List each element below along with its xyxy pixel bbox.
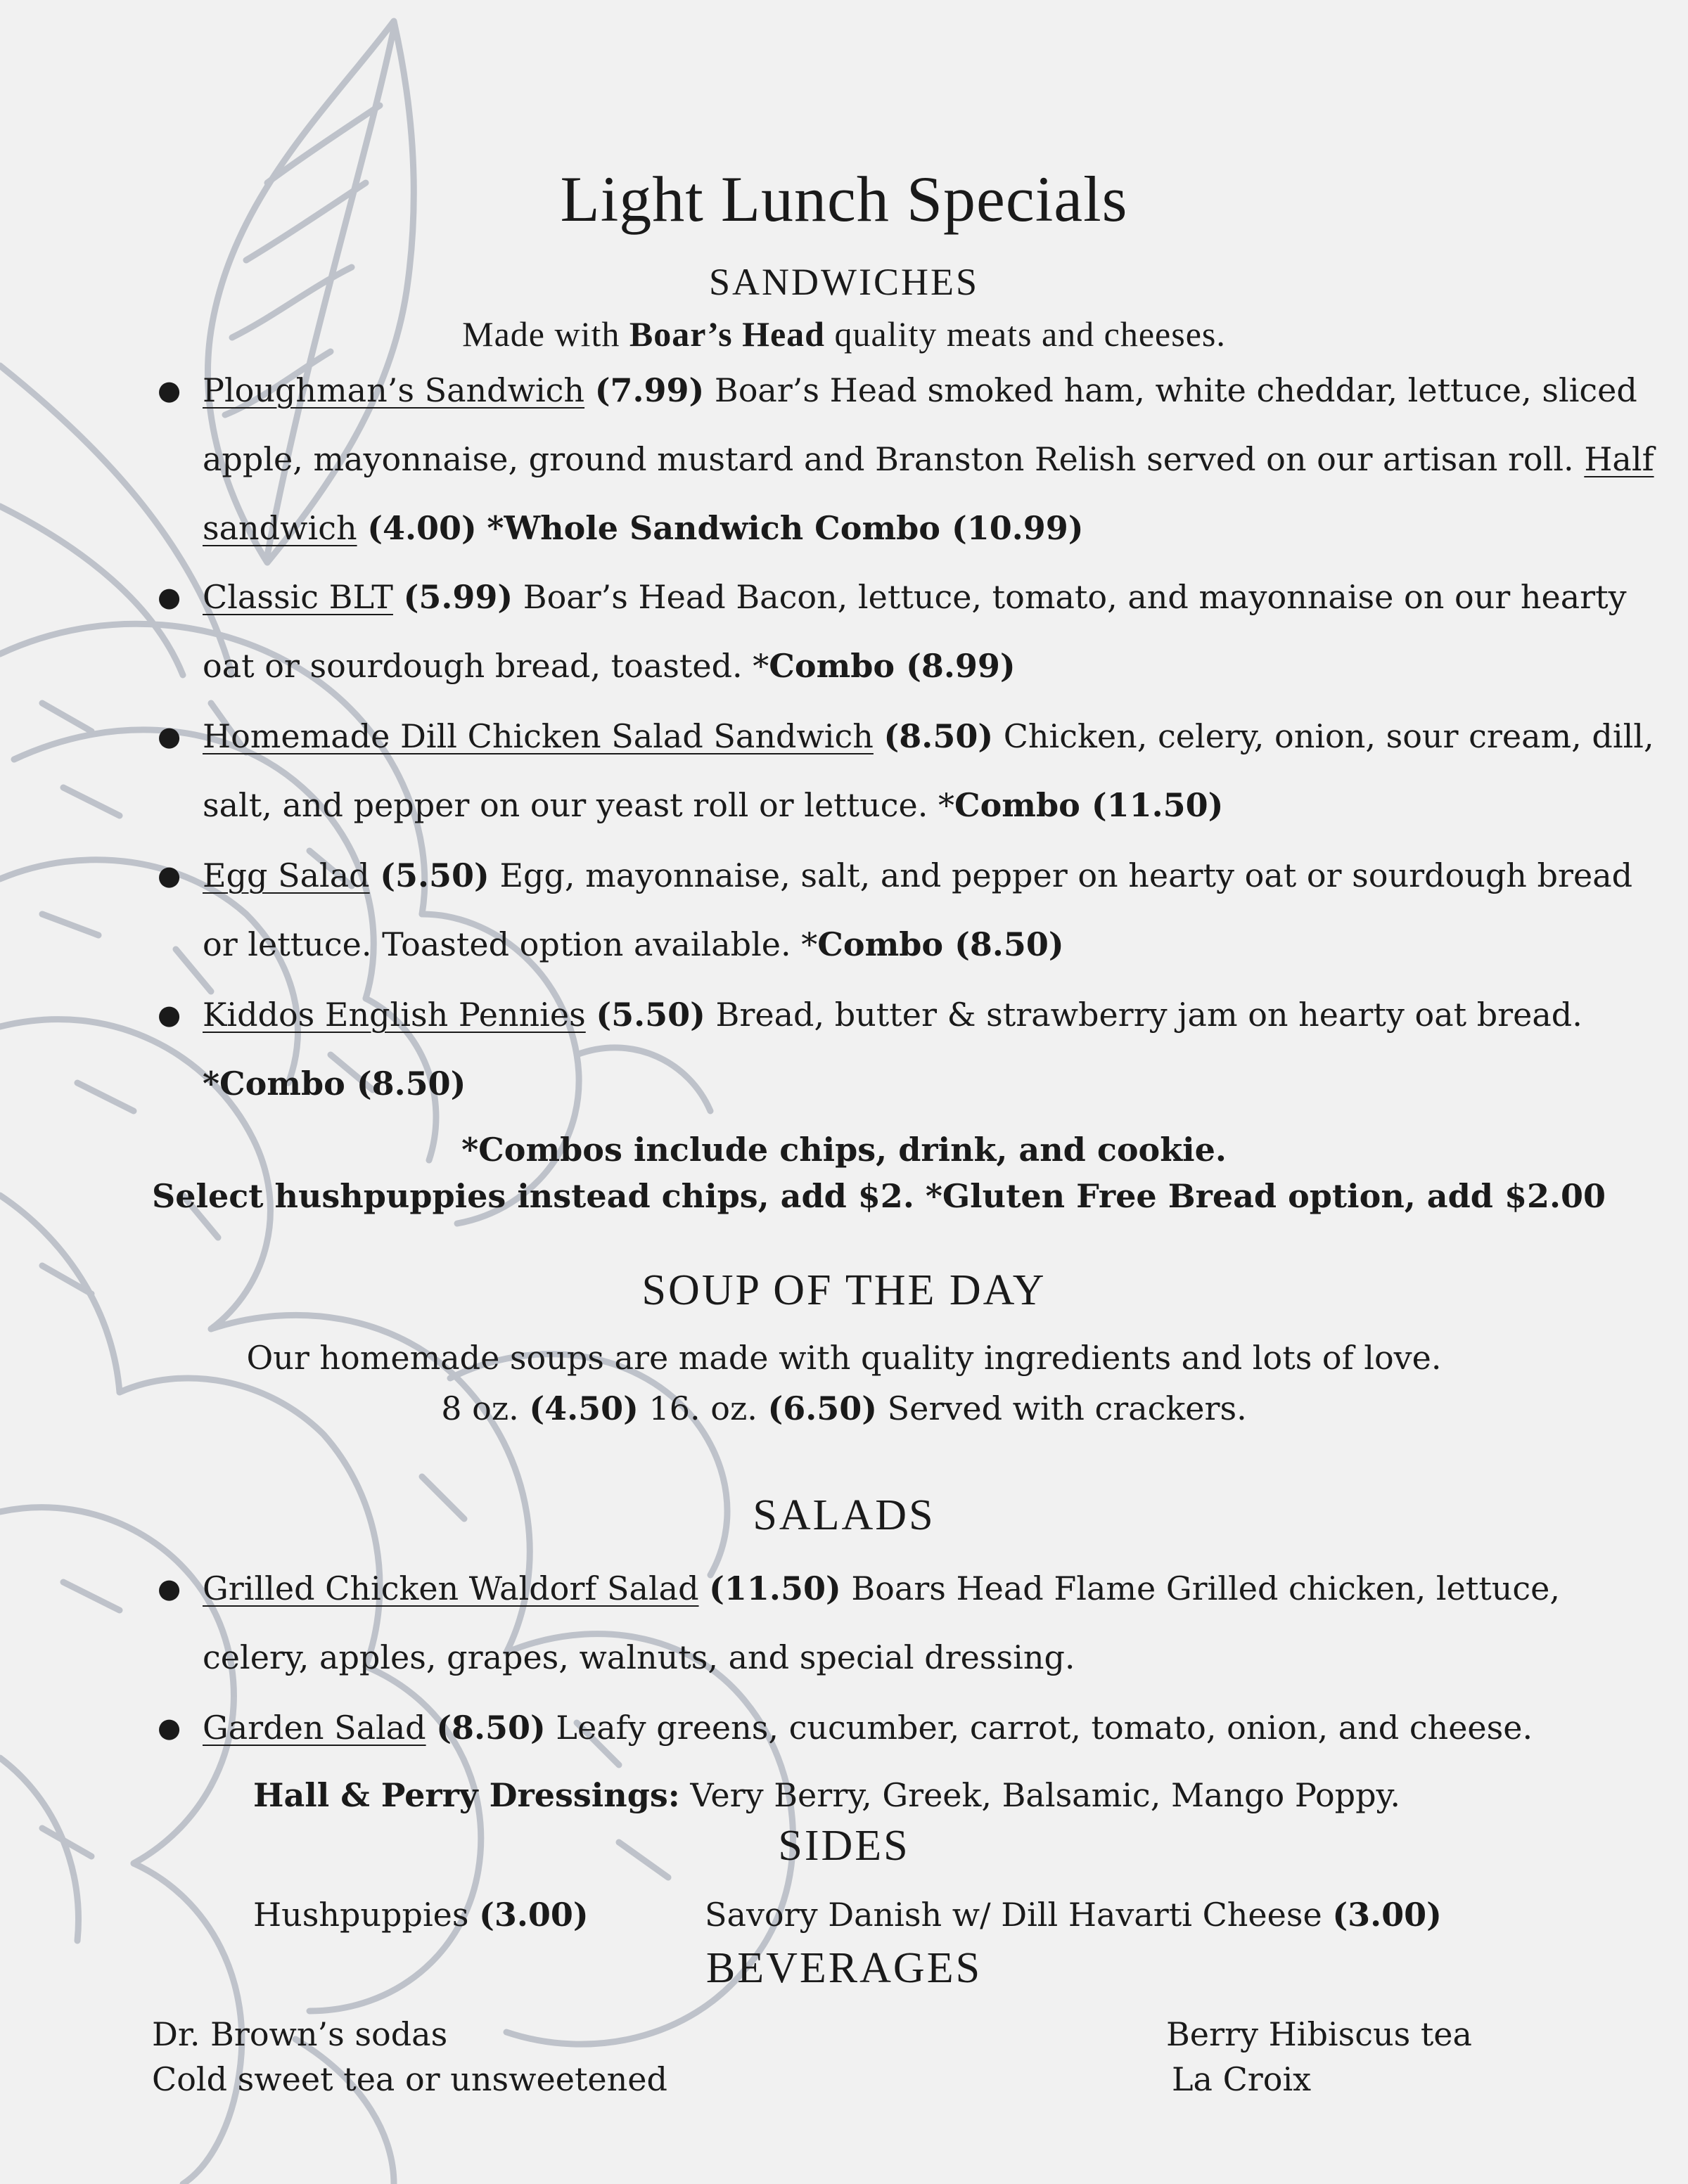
- soup-prices: [0, 1389, 1688, 1427]
- item-half-price: (4.00): [367, 509, 477, 547]
- beverage-item: Berry Hibiscus tea: [1166, 2015, 1472, 2053]
- item-combo: Combo (11.50): [954, 786, 1224, 824]
- item-description: Leafy greens, cucumber, carrot, tomato, onion, and cheese.: [545, 1709, 1533, 1747]
- sides-heading: SIDES: [778, 1822, 910, 1870]
- list-item: [158, 563, 1673, 700]
- dressings-label: Hall & Perry Dressings:: [253, 1776, 680, 1814]
- soup-size-small: 8 oz.: [441, 1389, 530, 1427]
- item-name: Ploughman’s Sandwich: [203, 371, 585, 409]
- beverage-item: La Croix: [1172, 2060, 1312, 2098]
- item-description: Egg, mayonnaise, salt, and pepper on hearty oat or sourdough bread or lettuce. Toasted option available. *: [203, 856, 1633, 963]
- item-price: (5.50): [596, 996, 705, 1034]
- item-name: Homemade Dill Chicken Salad Sandwich: [203, 717, 874, 755]
- item-price: (8.50): [883, 717, 994, 755]
- beverage-item: Dr. Brown’s sodas: [152, 2015, 448, 2053]
- salads-heading: SALADS: [753, 1491, 935, 1539]
- soup-price-small: (4.50): [529, 1389, 639, 1427]
- bullet-icon: ●: [158, 1573, 181, 1604]
- item-name: Garden Salad: [203, 1709, 426, 1747]
- item-description: Bread, butter & strawberry jam on hearty oat bread.: [705, 996, 1582, 1034]
- bullet-icon: ●: [158, 1712, 181, 1743]
- side-item-name: Hushpuppies: [253, 1896, 480, 1934]
- item-price: (5.99): [403, 578, 513, 616]
- list-item: [158, 841, 1673, 979]
- side-item-name: Savory Danish w/ Dill Havarti Cheese: [705, 1896, 1333, 1934]
- item-combo: *Combo (8.50): [203, 1065, 466, 1103]
- item-description: Chicken, celery, onion, sour cream, dill, salt, and pepper on our yeast roll or lettuce. *: [203, 717, 1654, 824]
- item-price: (8.50): [436, 1709, 546, 1747]
- list-item: [158, 1554, 1673, 1692]
- item-name: Classic BLT: [203, 578, 393, 616]
- item-combo: *Whole Sandwich Combo (10.99): [487, 509, 1084, 547]
- tagline-post: quality meats and cheeses.: [824, 314, 1226, 354]
- list-item: [158, 980, 1673, 1118]
- menu-title: Light Lunch Specials: [560, 163, 1128, 235]
- list-item: [158, 702, 1673, 840]
- tagline-brand: Boar’s Head: [629, 314, 825, 354]
- list-item: [158, 1693, 1673, 1762]
- bullet-icon: ●: [158, 721, 181, 752]
- bullet-icon: ●: [158, 999, 181, 1030]
- item-name: Kiddos English Pennies: [203, 996, 586, 1034]
- item-description: Boar’s Head Bacon, lettuce, tomato, and mayonnaise on our hearty oat or sourdough bread, toasted. *: [203, 578, 1627, 685]
- item-name: Egg Salad: [203, 856, 370, 894]
- soup-price-large: (6.50): [767, 1389, 878, 1427]
- side-item-danish: [705, 1896, 1442, 1934]
- options-note: Select hushpuppies instead chips, add $2. *Gluten Free Bread option, add $2.00: [152, 1177, 1606, 1215]
- soup-served-with: Served with crackers.: [877, 1389, 1247, 1427]
- item-combo: Combo (8.50): [817, 925, 1064, 963]
- soup-size-large: 16. oz.: [638, 1389, 768, 1427]
- dressings-line: [253, 1776, 1400, 1814]
- item-price: (5.50): [380, 856, 490, 894]
- item-description: Boars Head Flame Grilled chicken, lettuce, celery, apples, grapes, walnuts, and special dressing.: [203, 1569, 1560, 1676]
- side-item-hushpuppies: [253, 1896, 589, 1934]
- list-item: [158, 356, 1673, 563]
- sandwiches-tagline: [0, 314, 1688, 354]
- soup-description: Our homemade soups are made with quality ingredients and lots of love.: [246, 1339, 1442, 1377]
- item-price: (11.50): [709, 1569, 841, 1607]
- bullet-icon: ●: [158, 582, 181, 612]
- combo-note: *Combos include chips, drink, and cookie.: [461, 1131, 1227, 1169]
- beverage-item: Cold sweet tea or unsweetened: [152, 2060, 667, 2098]
- item-half-name: Half sandwich: [203, 440, 1654, 547]
- dressings-list: Very Berry, Greek, Balsamic, Mango Poppy.: [679, 1776, 1401, 1814]
- item-name: Grilled Chicken Waldorf Salad: [203, 1569, 699, 1607]
- beverages-heading: BEVERAGES: [705, 1944, 983, 1992]
- item-description: Boar’s Head smoked ham, white cheddar, lettuce, sliced apple, mayonnaise, ground mustard and Branston Relish served on our artisan roll.: [203, 371, 1637, 478]
- item-price: (7.99): [594, 371, 705, 409]
- sandwiches-heading: SANDWICHES: [708, 261, 979, 303]
- side-item-price: (3.00): [1332, 1896, 1442, 1934]
- tagline-pre: Made with: [462, 314, 629, 354]
- bullet-icon: ●: [158, 375, 181, 406]
- side-item-price: (3.00): [479, 1896, 589, 1934]
- bullet-icon: ●: [158, 860, 181, 891]
- soup-heading: SOUP OF THE DAY: [641, 1266, 1047, 1314]
- item-combo: Combo (8.99): [769, 647, 1016, 685]
